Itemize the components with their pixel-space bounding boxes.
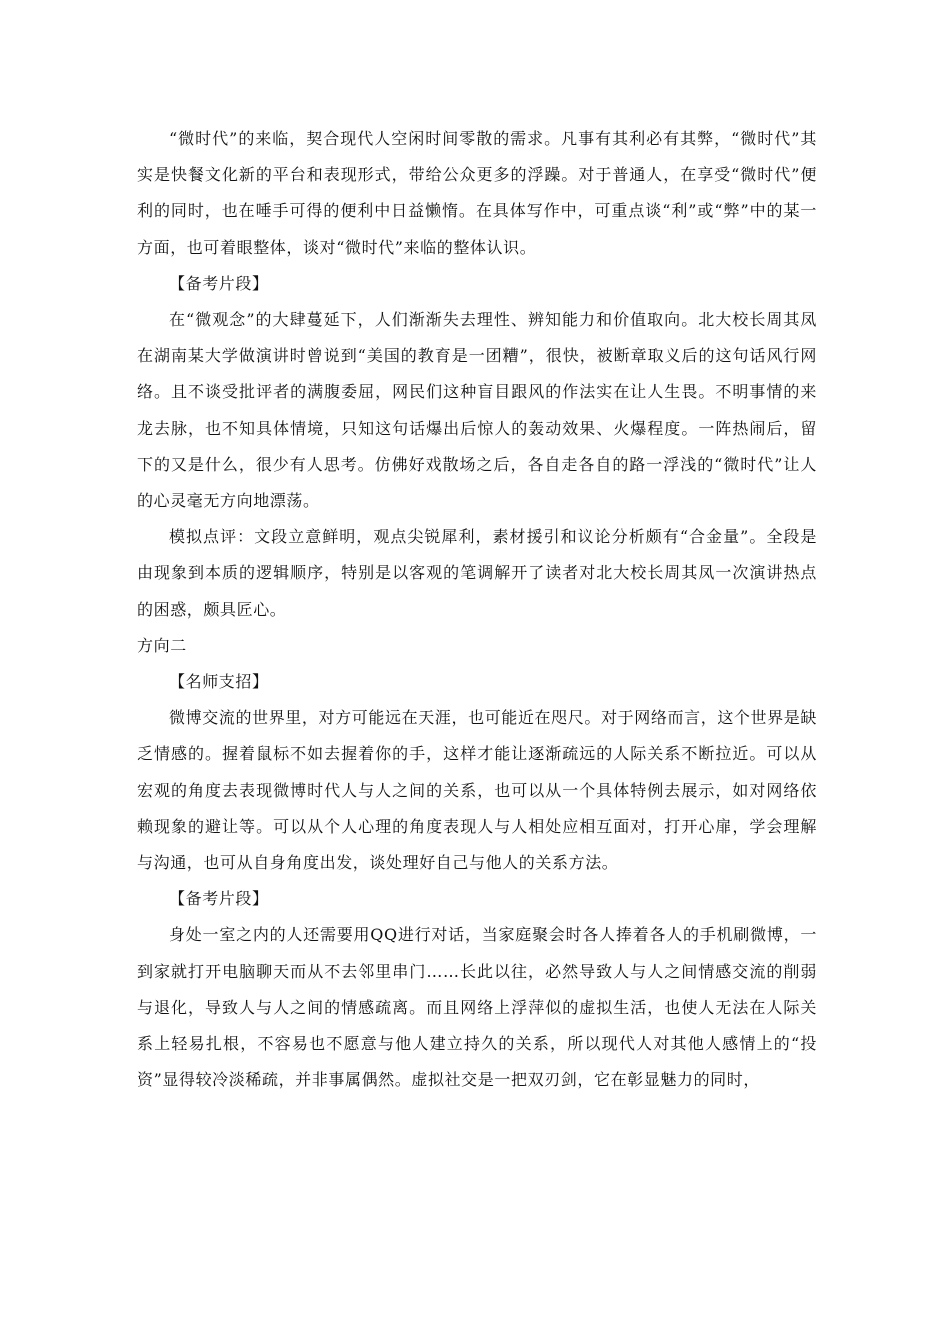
direction-heading: 方向二 xyxy=(137,635,187,655)
document-page xyxy=(137,121,817,1098)
section-heading-preparation-excerpt-2: 【备考片段】 xyxy=(169,889,269,909)
excerpt-paragraph-2: 身处一室之内的人还需要用QQ进行对话，当家庭聚会时各人捧着各人的手机刷微博，一到家就打开电脑聊天而从不去邻里串门……长此以往，必然导致人与人之间情感交流的削弱与退化，导致人与人之间的情感疏离。而且网络上浮萍似的虚拟生活，也使人无法在人际关系上轻易扎根，不容易也不愿意与他人建立持久的关系，所以现代人对其他人感情上的“投资”显得较冷淡稀疏，并非事属偶然。虚拟社交是一把双刃剑，它在彰显魅力的同时， xyxy=(137,925,817,1090)
excerpt-paragraph: 在“微观念”的大肆蔓延下，人们渐渐失去理性、辨知能力和价值取向。北大校长周其凤在湖南某大学做演讲时曾说到“美国的教育是一团糟”，很快，被断章取义后的这句话风行网络。且不谈受批评者的满腹委屈，网民们这种盲目跟风的作法实在让人生畏。不明事情的来龙去脉，也不知具体情境，只知这句话爆出后惊人的轰动效果、火爆程度。一阵热闹后，留下的又是什么，很少有人思考。仿佛好戏散场之后，各自走各自的路一浮浅的“微时代”让人的心灵毫无方向地漂荡。 xyxy=(137,310,817,511)
intro-paragraph: “微时代”的来临，契合现代人空闲时间零散的需求。凡事有其利必有其弊，“微时代”其实是快餐文化新的平台和表现形式，带给公众更多的浮躁。对于普通人，在享受“微时代”便利的同时，也在唾手可得的便利中日益懒惰。在具体写作中，可重点谈“利”或“弊”中的某一方面，也可着眼整体，谈对“微时代”来临的整体认识。 xyxy=(137,129,817,257)
section-heading-teacher-tips: 【名师支招】 xyxy=(169,672,269,692)
tips-paragraph: 微博交流的世界里，对方可能远在天涯，也可能近在咫尺。对于网络而言，这个世界是缺乏情感的。握着鼠标不如去握着你的手，这样才能让逐渐疏远的人际关系不断拉近。可以从宏观的角度去表现微博时代人与人之间的关系，也可以从一个具体特例去展示，如对网络依赖现象的避让等。可以从个人心理的角度表现人与人相处应相互面对，打开心扉，学会理解与沟通，也可从自身角度出发，谈处理好自己与他人的关系方法。 xyxy=(137,708,817,873)
commentary-paragraph: 模拟点评：文段立意鲜明，观点尖锐犀利，素材援引和议论分析颇有“合金量”。全段是由现象到本质的逻辑顺序，特别是以客观的笔调解开了读者对北大校长周其凤一次演讲热点的困惑，颇具匠心。 xyxy=(137,527,817,619)
section-heading-preparation-excerpt: 【备考片段】 xyxy=(169,273,269,293)
